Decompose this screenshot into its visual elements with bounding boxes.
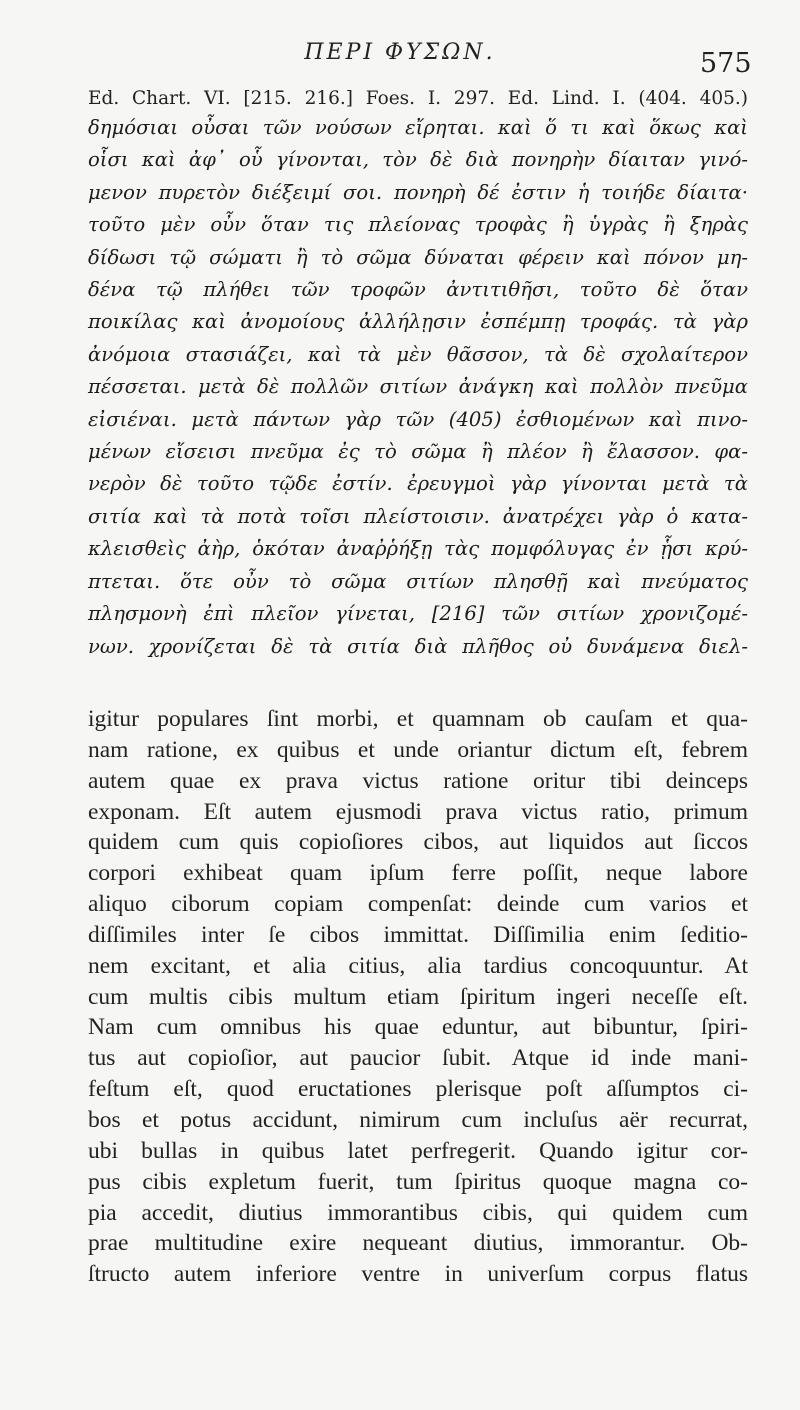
- greek-line: κλεισθεὶς ἀὴρ, ὁκόταν ἀναῤῥήξῃ τὰς πομφόλυγας ἐν ᾗσι κρύ-: [88, 537, 748, 561]
- greek-line: νων. χρονίζεται δὲ τὰ σιτία διὰ πλῆθος οὐ δυνάμενα διελ-: [88, 634, 748, 658]
- latin-line: pus cibis expletum fuerit, tum ſpiritus quoque magna co-: [88, 1168, 748, 1195]
- greek-line: δημόσιαι οὖσαι τῶν νούσων εἴρηται. καὶ ὅ τι καὶ ὅκως καὶ: [88, 116, 748, 139]
- latin-line: Nam cum omnibus his quae eduntur, aut bibuntur, ſpiri-: [88, 1014, 748, 1041]
- greek-line: μένων εἴσεισι πνεῦμα ἐς τὸ σῶμα ἢ πλέον ἢ ἔλασσον. φα-: [88, 440, 748, 464]
- latin-text-block: [88, 704, 748, 1290]
- latin-line: bos et potus accidunt, nimirum cum incluſus aër recurrat,: [88, 1106, 748, 1133]
- latin-line: aliquo ciborum copiam compenſat: deinde cum varios et: [88, 891, 748, 918]
- greek-line: ἀνόμοια στασιάζει, καὶ τὰ μὲν θᾶσσον, τὰ δὲ σχολαίτερον: [88, 342, 748, 366]
- greek-text-block: [88, 112, 748, 663]
- greek-line: εἰσιέναι. μετὰ πάντων γὰρ τῶν (405) ἐσθιομένων καὶ πινο-: [88, 407, 748, 431]
- greek-line: μενον πυρετὸν διέξειμί σοι. πονηρὴ δέ ἐστιν ἡ τοιήδε δίαιτα·: [88, 180, 748, 204]
- edition-reference-line: Ed. Chart. VI. [215. 216.] Foes. I. 297. Ed. Lind. I. (404. 405.): [88, 88, 748, 109]
- greek-line: δένα τῷ πλήθει τῶν τροφῶν ἀντιτιθῆσι, τοῦτο δὲ ὅταν: [88, 278, 748, 302]
- latin-line: nam ratione, ex quibus et unde oriantur dictum eſt, febrem: [88, 736, 748, 763]
- latin-line: prae multitudine exire nequeant diutius, immorantur. Ob-: [88, 1230, 748, 1257]
- latin-line: corpori exhibeat quam ipſum ferre poſſit, neque labore: [88, 860, 748, 887]
- latin-line: nem excitant, et alia citius, alia tardius concoquuntur. At: [88, 952, 748, 979]
- greek-line: σιτία καὶ τὰ ποτὰ τοῖσι πλείστοισιν. ἀνατρέχει γὰρ ὁ κατα-: [88, 504, 748, 528]
- latin-line: autem quae ex prava victus ratione oritur tibi deinceps: [88, 767, 748, 794]
- greek-line: πλησμονὴ ἐπὶ πλεῖον γίνεται, [216] τῶν σιτίων χρονιζομέ-: [88, 602, 748, 626]
- latin-line: pia accedit, diutius immorantibus cibis, qui quidem cum: [88, 1199, 748, 1226]
- latin-line: igitur populares ſint morbi, et quamnam ob cauſam et qua-: [88, 706, 748, 732]
- latin-line: feſtum eſt, quod eructationes plerisque poſt aſſumptos ci-: [88, 1076, 748, 1103]
- greek-line: ποικίλας καὶ ἀνομοίους ἀλλήλῃσιν ἐσπέμπῃ τροφάς. τὰ γὰρ: [88, 310, 748, 334]
- latin-line: ſtructo autem inferiore ventre in univerſum corpus flatus: [88, 1261, 748, 1288]
- latin-line: tus aut copioſior, aut paucior ſubit. Atque id inde mani-: [88, 1045, 748, 1072]
- greek-line: πτεται. ὅτε οὖν τὸ σῶμα σιτίων πλησθῇ καὶ πνεύματος: [88, 569, 748, 593]
- greek-line: τοῦτο μὲν οὖν ὅταν τις πλείονας τροφὰς ἢ ὑγρὰς ἢ ξηρὰς: [88, 213, 748, 237]
- latin-line: cum multis cibis multum etiam ſpiritum ingeri neceſſe eſt.: [88, 983, 748, 1010]
- latin-line: ubi bullas in quibus latet perfregerit. Quando igitur cor-: [88, 1137, 748, 1164]
- greek-line: δίδωσι τῷ σώματι ἢ τὸ σῶμα δύναται φέρειν καὶ πόνον μη-: [88, 245, 748, 269]
- latin-line: diſſimiles inter ſe cibos immittat. Diſſimilia enim ſeditio-: [88, 921, 748, 948]
- running-head-title: ΠΕΡΙ ΦΥΣΩΝ.: [304, 40, 496, 65]
- greek-line: οἷσι καὶ ἀφ᾽ οὗ γίνονται, τὸν δὲ διὰ πονηρὴν δίαιταν γινό-: [88, 148, 748, 172]
- greek-line: πέσσεται. μετὰ δὲ πολλῶν σιτίων ἀνάγκη καὶ πολλὸν πνεῦμα: [88, 375, 748, 399]
- latin-line: quidem cum quis copioſiores cibos, aut liquidos aut ſiccos: [88, 829, 748, 856]
- latin-line: exponam. Eſt autem ejusmodi prava victus ratio, primum: [88, 798, 748, 825]
- greek-line: νερὸν δὲ τοῦτο τῷδε ἐστίν. ἐρευγμοὶ γὰρ γίνονται μετὰ τὰ: [88, 472, 748, 496]
- page-number: 575: [700, 48, 752, 79]
